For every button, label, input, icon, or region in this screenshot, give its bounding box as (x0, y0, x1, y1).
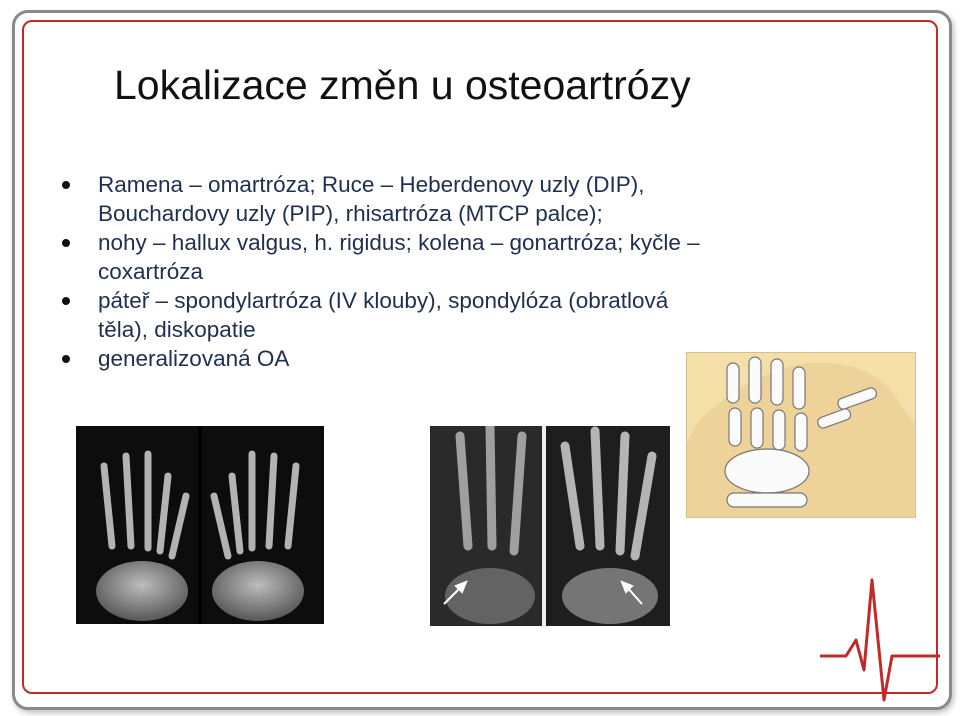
bullet-marker (62, 297, 70, 305)
bullet-marker (62, 239, 70, 247)
bullet-item-feet-knees-hips (62, 228, 862, 286)
bullet-line: Bouchardovy uzly (PIP), rhisartróza (MTCP palce); (98, 201, 603, 226)
bullet-line: generalizovaná OA (98, 346, 290, 371)
bullet-item-spine (62, 286, 862, 344)
bullet-line: těla), diskopatie (98, 317, 256, 342)
hand-skeleton-illustration (686, 352, 916, 518)
bullet-line: Ramena – omartróza; Ruce – Heberdenovy uzly (DIP), (98, 172, 645, 197)
ecg-line-decoration (0, 560, 960, 716)
bullet-item-shoulders-hands (62, 170, 862, 228)
bullet-marker (62, 355, 70, 363)
bullet-line: páteř – spondylartróza (IV klouby), spondylóza (obratlová (98, 288, 669, 313)
bullet-line: coxartróza (98, 259, 204, 284)
bullet-list (62, 170, 862, 373)
bullet-line: nohy – hallux valgus, h. rigidus; kolena – gonartróza; kyčle – (98, 230, 700, 255)
slide-title: Lokalizace změn u osteoartrózy (114, 62, 691, 108)
bullet-marker (62, 181, 70, 189)
